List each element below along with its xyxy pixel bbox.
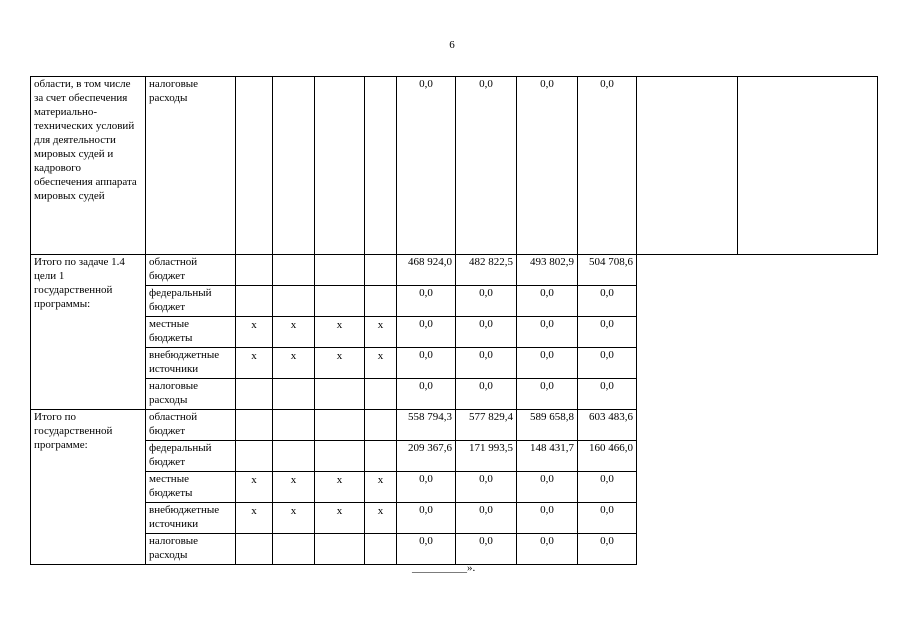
value-cell: 603 483,6	[578, 410, 637, 441]
x-mark	[315, 286, 365, 317]
value-cell: 0,0	[517, 379, 578, 410]
x-mark	[315, 534, 365, 565]
value-cell: 0,0	[456, 77, 517, 255]
x-mark	[273, 410, 315, 441]
value-cell: 0,0	[578, 534, 637, 565]
x-mark: x	[236, 503, 273, 534]
x-mark: x	[365, 503, 397, 534]
value-cell: 171 993,5	[456, 441, 517, 472]
x-mark	[365, 441, 397, 472]
x-mark	[365, 286, 397, 317]
group-title: Итого по государственной программе:	[31, 410, 146, 565]
funding-source: федеральный бюджет	[146, 286, 236, 317]
value-cell: 0,0	[578, 77, 637, 255]
funding-source: федеральный бюджет	[146, 441, 236, 472]
x-mark: x	[365, 348, 397, 379]
value-cell: 0,0	[397, 286, 456, 317]
empty-area	[637, 255, 878, 565]
value-cell: 0,0	[517, 77, 578, 255]
funding-source: налоговые расходы	[146, 534, 236, 565]
value-cell: 0,0	[456, 534, 517, 565]
x-mark: x	[365, 472, 397, 503]
x-mark: x	[315, 348, 365, 379]
x-mark	[236, 410, 273, 441]
funding-source: налоговые расходы	[146, 379, 236, 410]
funding-source: внебюджетные источники	[146, 348, 236, 379]
x-mark: x	[273, 472, 315, 503]
x-mark	[273, 379, 315, 410]
x-mark	[315, 410, 365, 441]
x-mark	[365, 255, 397, 286]
value-cell: 0,0	[456, 379, 517, 410]
value-cell: 504 708,6	[578, 255, 637, 286]
value-cell: 0,0	[456, 317, 517, 348]
task-description: области, в том числе за счет обеспечения материально-технических условий для деятельности мировых судей и кадрового обеспечения аппарата мировых судей	[31, 77, 146, 255]
table-row	[31, 255, 878, 286]
x-mark: x	[315, 472, 365, 503]
responsible-cell	[637, 77, 738, 255]
value-cell: 0,0	[397, 77, 456, 255]
value-cell: 0,0	[578, 472, 637, 503]
value-cell: 0,0	[456, 503, 517, 534]
x-mark: x	[236, 317, 273, 348]
x-mark: x	[273, 503, 315, 534]
value-cell: 209 367,6	[397, 441, 456, 472]
x-mark	[365, 534, 397, 565]
continuation-row	[31, 77, 878, 255]
value-cell: 0,0	[456, 286, 517, 317]
x-mark	[236, 286, 273, 317]
value-cell: 160 466,0	[578, 441, 637, 472]
x-mark	[365, 410, 397, 441]
x-mark: x	[273, 348, 315, 379]
x-mark: x	[236, 348, 273, 379]
value-cell: 0,0	[517, 317, 578, 348]
value-cell: 493 802,9	[517, 255, 578, 286]
x-mark	[236, 255, 273, 286]
value-cell: 0,0	[517, 534, 578, 565]
x-mark	[273, 286, 315, 317]
value-cell: 0,0	[397, 379, 456, 410]
value-cell: 0,0	[578, 317, 637, 348]
value-cell: 468 924,0	[397, 255, 456, 286]
x-mark	[315, 255, 365, 286]
funding-source: местные бюджеты	[146, 317, 236, 348]
closing-mark: __________».	[412, 562, 476, 574]
value-cell: 0,0	[517, 286, 578, 317]
value-cell: 558 794,3	[397, 410, 456, 441]
value-cell: 577 829,4	[456, 410, 517, 441]
value-cell: 0,0	[517, 472, 578, 503]
value-cell: 589 658,8	[517, 410, 578, 441]
indicator-cell	[738, 77, 878, 255]
value-cell: 0,0	[456, 472, 517, 503]
value-cell: 0,0	[397, 503, 456, 534]
value-cell: 0,0	[456, 348, 517, 379]
x-mark	[236, 379, 273, 410]
x-mark	[273, 441, 315, 472]
funding-source: областной бюджет	[146, 410, 236, 441]
funding-source: налоговые расходы	[146, 77, 236, 255]
value-cell: 0,0	[517, 348, 578, 379]
budget-table	[30, 76, 878, 565]
value-cell: 0,0	[578, 348, 637, 379]
x-mark	[315, 441, 365, 472]
value-cell: 0,0	[397, 317, 456, 348]
x-mark	[365, 379, 397, 410]
value-cell: 0,0	[578, 379, 637, 410]
funding-source: областной бюджет	[146, 255, 236, 286]
group-title: Итого по задаче 1.4 цели 1 государственной программы:	[31, 255, 146, 410]
page-number: 6	[449, 39, 455, 51]
x-mark: x	[315, 503, 365, 534]
value-cell: 0,0	[397, 534, 456, 565]
value-cell: 0,0	[517, 503, 578, 534]
x-mark	[315, 379, 365, 410]
x-mark: x	[315, 317, 365, 348]
x-mark: x	[365, 317, 397, 348]
x-mark	[273, 255, 315, 286]
x-mark	[236, 534, 273, 565]
funding-source: внебюджетные источники	[146, 503, 236, 534]
x-mark	[236, 441, 273, 472]
x-mark	[273, 534, 315, 565]
value-cell: 148 431,7	[517, 441, 578, 472]
value-cell: 0,0	[397, 472, 456, 503]
value-cell: 482 822,5	[456, 255, 517, 286]
funding-source: местные бюджеты	[146, 472, 236, 503]
value-cell: 0,0	[397, 348, 456, 379]
x-mark: x	[236, 472, 273, 503]
value-cell: 0,0	[578, 286, 637, 317]
value-cell: 0,0	[578, 503, 637, 534]
x-mark: x	[273, 317, 315, 348]
